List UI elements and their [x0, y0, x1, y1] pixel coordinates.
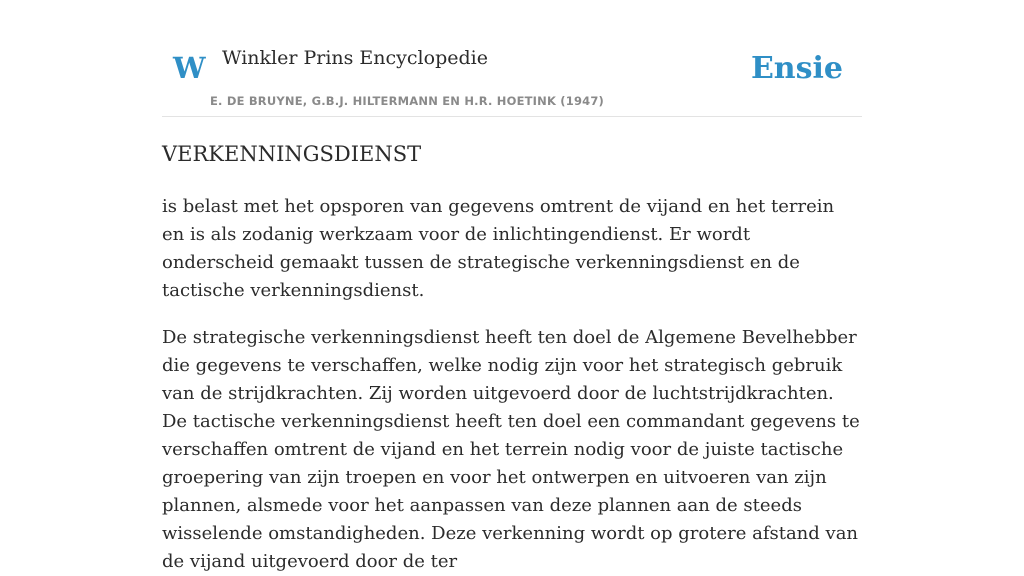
entry-title: VERKENNINGSDIENST [162, 142, 422, 166]
entry-paragraph: De strategische verkenningsdienst heeft ten doel de Algemene Bevelhebber die gegevens te verschaffen, welke nodig zijn voor het strategisch gebruik van de strijdkrachten. Zij worden uitgevoerd door de luchtstrijdkrachten. De tactische verkenningsdienst heeft ten doel een commandant gegevens te verschaffen omtrent de vijand en het terrein nodig voor de juiste tactische groepering van zijn troepen en voor het ontwerpen en uitvoeren van zijn plannen, alsmede voor het aanpassen van deze plannen aan de steeds wisselende omstandigheden. Deze verkenning wordt op grotere afstand van de vijand uitgevoerd door de ter [162, 327, 860, 572]
site-header [162, 0, 862, 117]
entry-content [162, 138, 862, 576]
entry-paragraph: is belast met het opsporen van gegevens omtrent de vijand en het terrein en is als zodanig werkzaam voor de inlichtingendienst. Er wordt onderscheid gemaakt tussen de strategische verkenningsdienst en de tactische verkenningsdienst. [162, 196, 835, 301]
ensie-logo[interactable]: Ensie [750, 51, 843, 86]
publication-title[interactable]: Winkler Prins Encyclopedie [222, 47, 488, 69]
winkler-prins-logo[interactable]: W [173, 51, 206, 85]
publication-authors: E. DE BRUYNE, G.B.J. HILTERMANN EN H.R. HOETINK (1947) [210, 94, 605, 108]
